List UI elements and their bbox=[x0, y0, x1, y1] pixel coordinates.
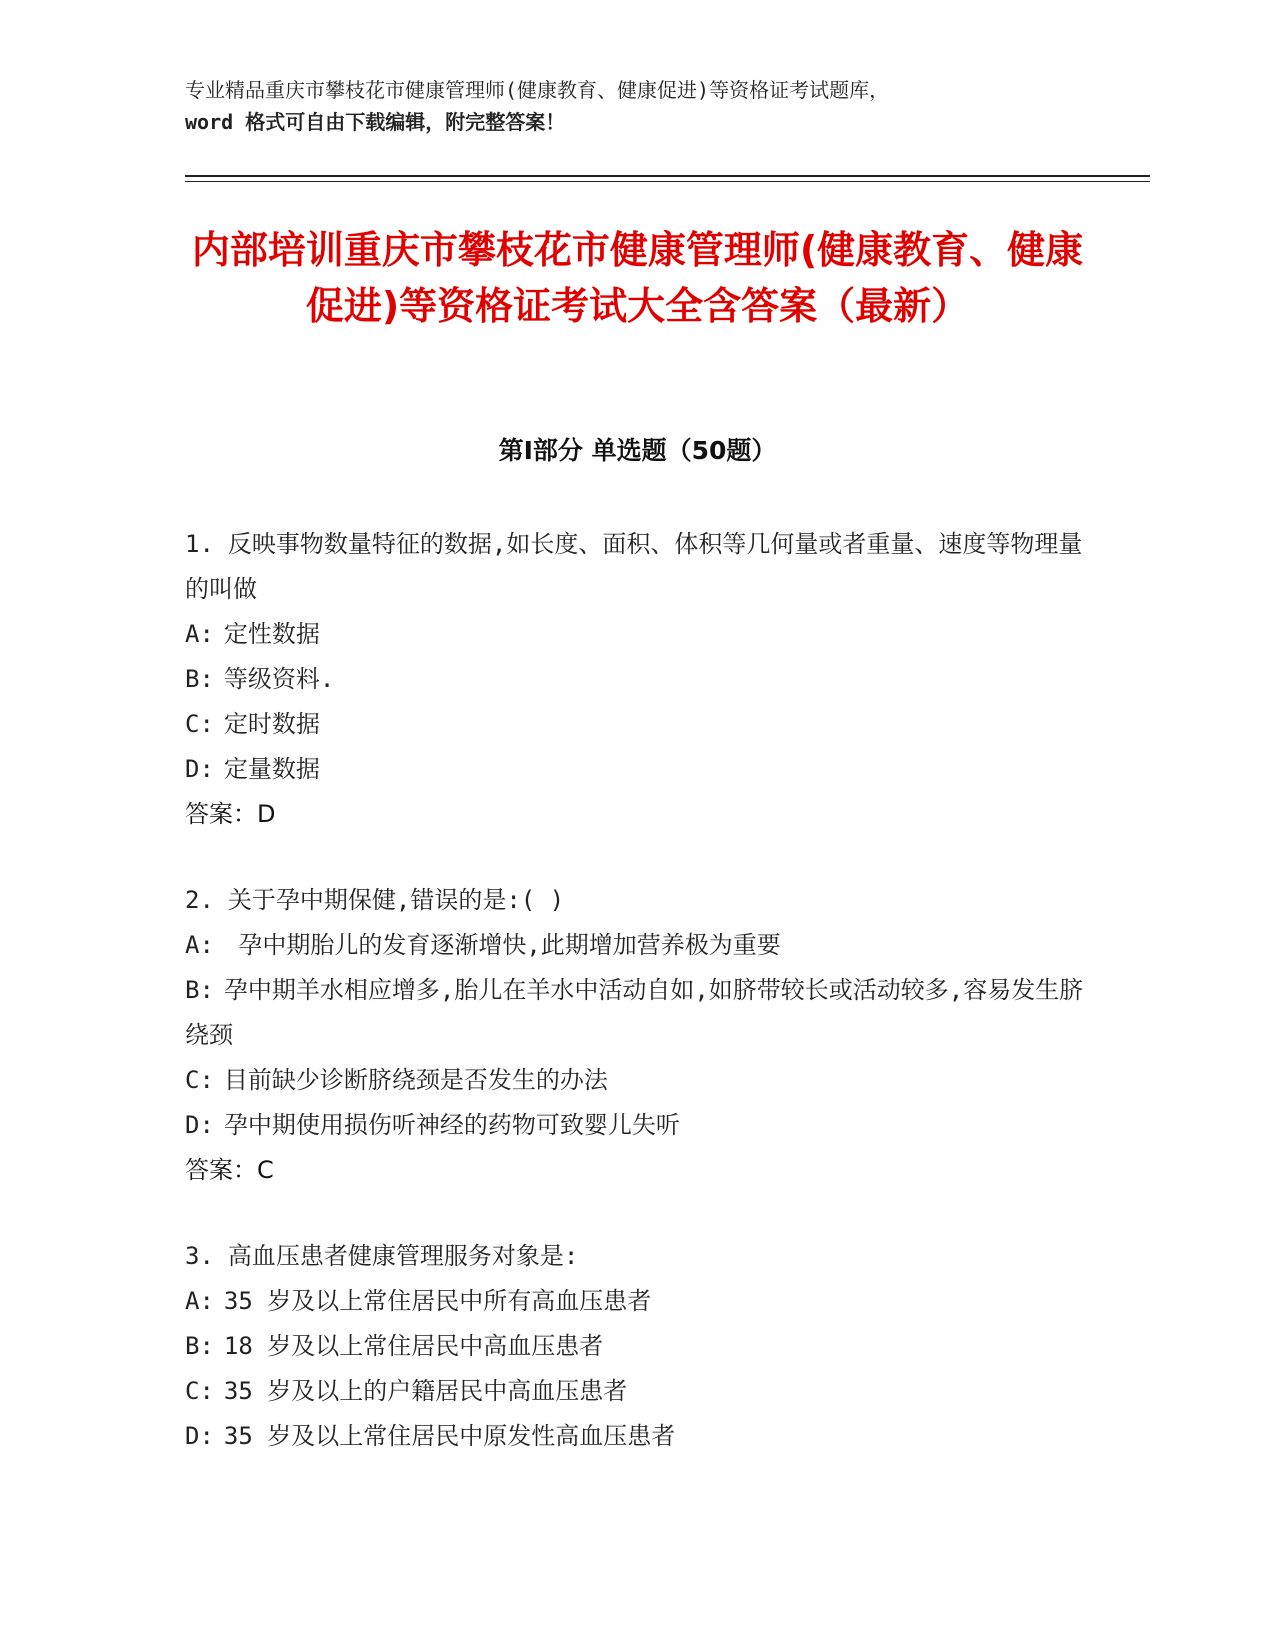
header-note bbox=[185, 74, 1085, 138]
header-line-1: 专业精品重庆市攀枝花市健康管理师(健康教育、健康促进)等资格证考试题库， bbox=[185, 78, 890, 102]
question-stem bbox=[185, 522, 1105, 612]
question-text: 高血压患者健康管理服务对象是: bbox=[227, 1242, 579, 1270]
header-line-2: word 格式可自由下载编辑，附完整答案！ bbox=[185, 110, 566, 134]
option-text: 目前缺少诊断脐绕颈是否发生的办法 bbox=[223, 1066, 608, 1094]
question-list bbox=[185, 522, 1105, 1500]
option-a bbox=[185, 923, 1105, 968]
header-divider-thick bbox=[185, 175, 1150, 177]
option-letter: B: bbox=[185, 976, 214, 1004]
option-text: 35 岁及以上的户籍居民中高血压患者 bbox=[223, 1377, 628, 1405]
option-b bbox=[185, 657, 1105, 702]
question-stem bbox=[185, 1234, 1105, 1279]
option-a bbox=[185, 1279, 1105, 1324]
question-text: 反映事物数量特征的数据,如长度、面积、体积等几何量或者重量、速度等物理量的叫做 bbox=[185, 530, 1083, 603]
option-letter: B: bbox=[185, 665, 214, 693]
option-a bbox=[185, 612, 1105, 657]
question-text: 关于孕中期保健,错误的是:( ) bbox=[227, 886, 565, 914]
option-letter: B: bbox=[185, 1332, 214, 1360]
header-divider-thin bbox=[185, 181, 1150, 182]
option-text: 18 岁及以上常住居民中高血压患者 bbox=[223, 1332, 604, 1360]
question-stem bbox=[185, 878, 1105, 923]
option-letter: A: bbox=[185, 620, 214, 648]
section-title: 第Ⅰ部分 单选题（50题） bbox=[498, 436, 777, 465]
option-d bbox=[185, 1103, 1105, 1148]
option-b bbox=[185, 968, 1105, 1058]
option-text: 孕中期羊水相应增多,胎儿在羊水中活动自如,如脐带较长或活动较多,容易发生脐绕颈 bbox=[185, 976, 1084, 1049]
option-b bbox=[185, 1324, 1105, 1369]
option-text: 35 岁及以上常住居民中所有高血压患者 bbox=[223, 1287, 652, 1315]
option-letter: A: bbox=[185, 931, 214, 959]
question-number: 2. bbox=[185, 886, 214, 914]
question-number: 3. bbox=[185, 1242, 214, 1270]
option-c bbox=[185, 1058, 1105, 1103]
option-text: 35 岁及以上常住居民中原发性高血压患者 bbox=[223, 1422, 676, 1450]
question-number: 1. bbox=[185, 530, 214, 558]
option-c bbox=[185, 1369, 1105, 1414]
option-text: 孕中期胎儿的发育逐渐增快,此期增加营养极为重要 bbox=[223, 931, 781, 959]
question-1 bbox=[185, 522, 1105, 837]
option-text: 等级资料. bbox=[223, 665, 335, 693]
question-2 bbox=[185, 878, 1105, 1193]
question-3 bbox=[185, 1234, 1105, 1459]
option-c bbox=[185, 702, 1105, 747]
option-letter: D: bbox=[185, 755, 214, 783]
option-letter: C: bbox=[185, 1377, 214, 1405]
option-text: 孕中期使用损伤听神经的药物可致婴儿失听 bbox=[223, 1111, 680, 1139]
option-letter: C: bbox=[185, 710, 214, 738]
option-letter: A: bbox=[185, 1287, 214, 1315]
answer-line: 答案：C bbox=[185, 1156, 274, 1184]
option-text: 定量数据 bbox=[223, 755, 320, 783]
option-letter: D: bbox=[185, 1111, 214, 1139]
option-letter: D: bbox=[185, 1422, 214, 1450]
option-d bbox=[185, 747, 1105, 792]
option-text: 定时数据 bbox=[223, 710, 320, 738]
option-letter: C: bbox=[185, 1066, 214, 1094]
answer-line: 答案：D bbox=[185, 800, 276, 828]
option-text: 定性数据 bbox=[223, 620, 320, 648]
option-d bbox=[185, 1414, 1105, 1459]
document-title: 内部培训重庆市攀枝花市健康管理师(健康教育、健康促进)等资格证考试大全含答案（最新） bbox=[191, 228, 1084, 328]
